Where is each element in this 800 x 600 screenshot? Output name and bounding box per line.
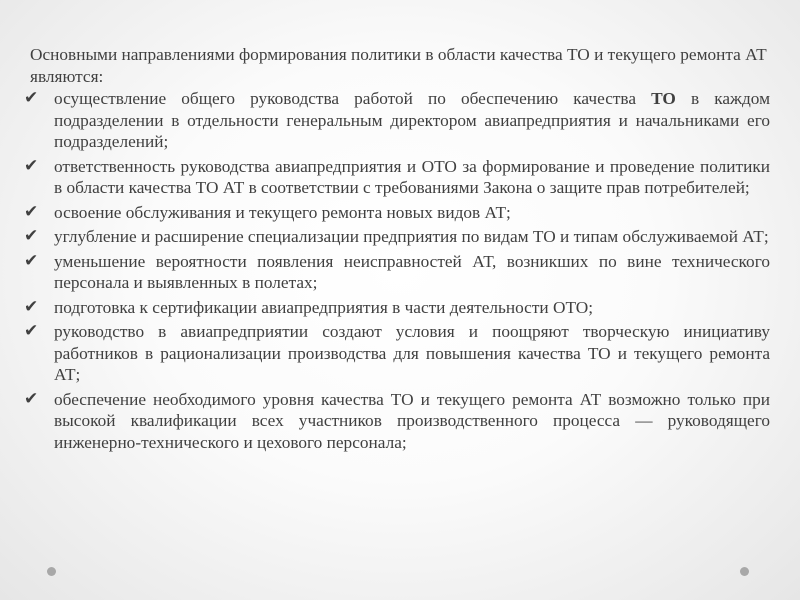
list-item [24, 226, 770, 248]
list-item-text: подготовка к сертификации авиапредприятия в части деятельности ОТО; [54, 297, 594, 317]
list-item-text: руководство в авиапредприятии создают условия и поощряют творческую инициативу работников в рационализации производства для повышения качества ТО и текущего ремонта АТ; [54, 322, 770, 384]
check-mark-icon: ✔ [24, 88, 39, 108]
slide-content [24, 44, 771, 456]
check-mark-icon: ✔ [24, 201, 39, 222]
list-item [24, 250, 770, 294]
list-item [24, 201, 770, 224]
check-mark-icon: ✔ [24, 321, 39, 341]
check-mark-icon: ✔ [24, 226, 39, 246]
list-item [24, 88, 771, 153]
list-item [24, 321, 770, 386]
list-item-text: обеспечение необходимого уровня качества ТО и текущего ремонта АТ возможно только при высокой квалификации всех участников производственного процесса — руководящего инженерно-технического и цехового персонала; [54, 389, 770, 452]
list-item-text-before: осуществление общего руководства работой по обеспечению качества [54, 89, 652, 108]
check-mark-icon: ✔ [24, 388, 39, 409]
list-item-text: уменьшение вероятности появления неисправностей АТ, возникших по вине технического персонала и выявленных в полетах; [54, 251, 770, 292]
bullet-list [24, 88, 771, 453]
list-item [24, 388, 770, 454]
list-item-text: углубление и расширение специализации предприятия по видам ТО и типам обслуживаемой АТ; [54, 227, 769, 246]
intro-paragraph: Основными направлениями формирования политики в области качества ТО и текущего ремонта АТ являются: [30, 45, 767, 86]
list-item-text-after: в каждом подразделении в отдельности генеральным директором авиапредприятия и начальниками его подразделений; [54, 89, 771, 151]
list-item [24, 155, 770, 199]
check-mark-icon: ✔ [24, 155, 39, 176]
dot-decoration-icon-right [740, 567, 749, 576]
list-item [24, 296, 770, 319]
dot-decoration-icon-left [47, 567, 56, 576]
list-item-text: освоение обслуживания и текущего ремонта новых видов АТ; [54, 202, 511, 222]
list-item-text: ответственность руководства авиапредприятия и ОТО за формирование и проведение политики в области качества ТО АТ в соответствии с требованиями Закона о защите прав потребителей; [54, 156, 770, 197]
check-mark-icon: ✔ [24, 250, 39, 271]
check-mark-icon: ✔ [24, 296, 39, 317]
list-item-text-bold: ТО [651, 89, 676, 108]
